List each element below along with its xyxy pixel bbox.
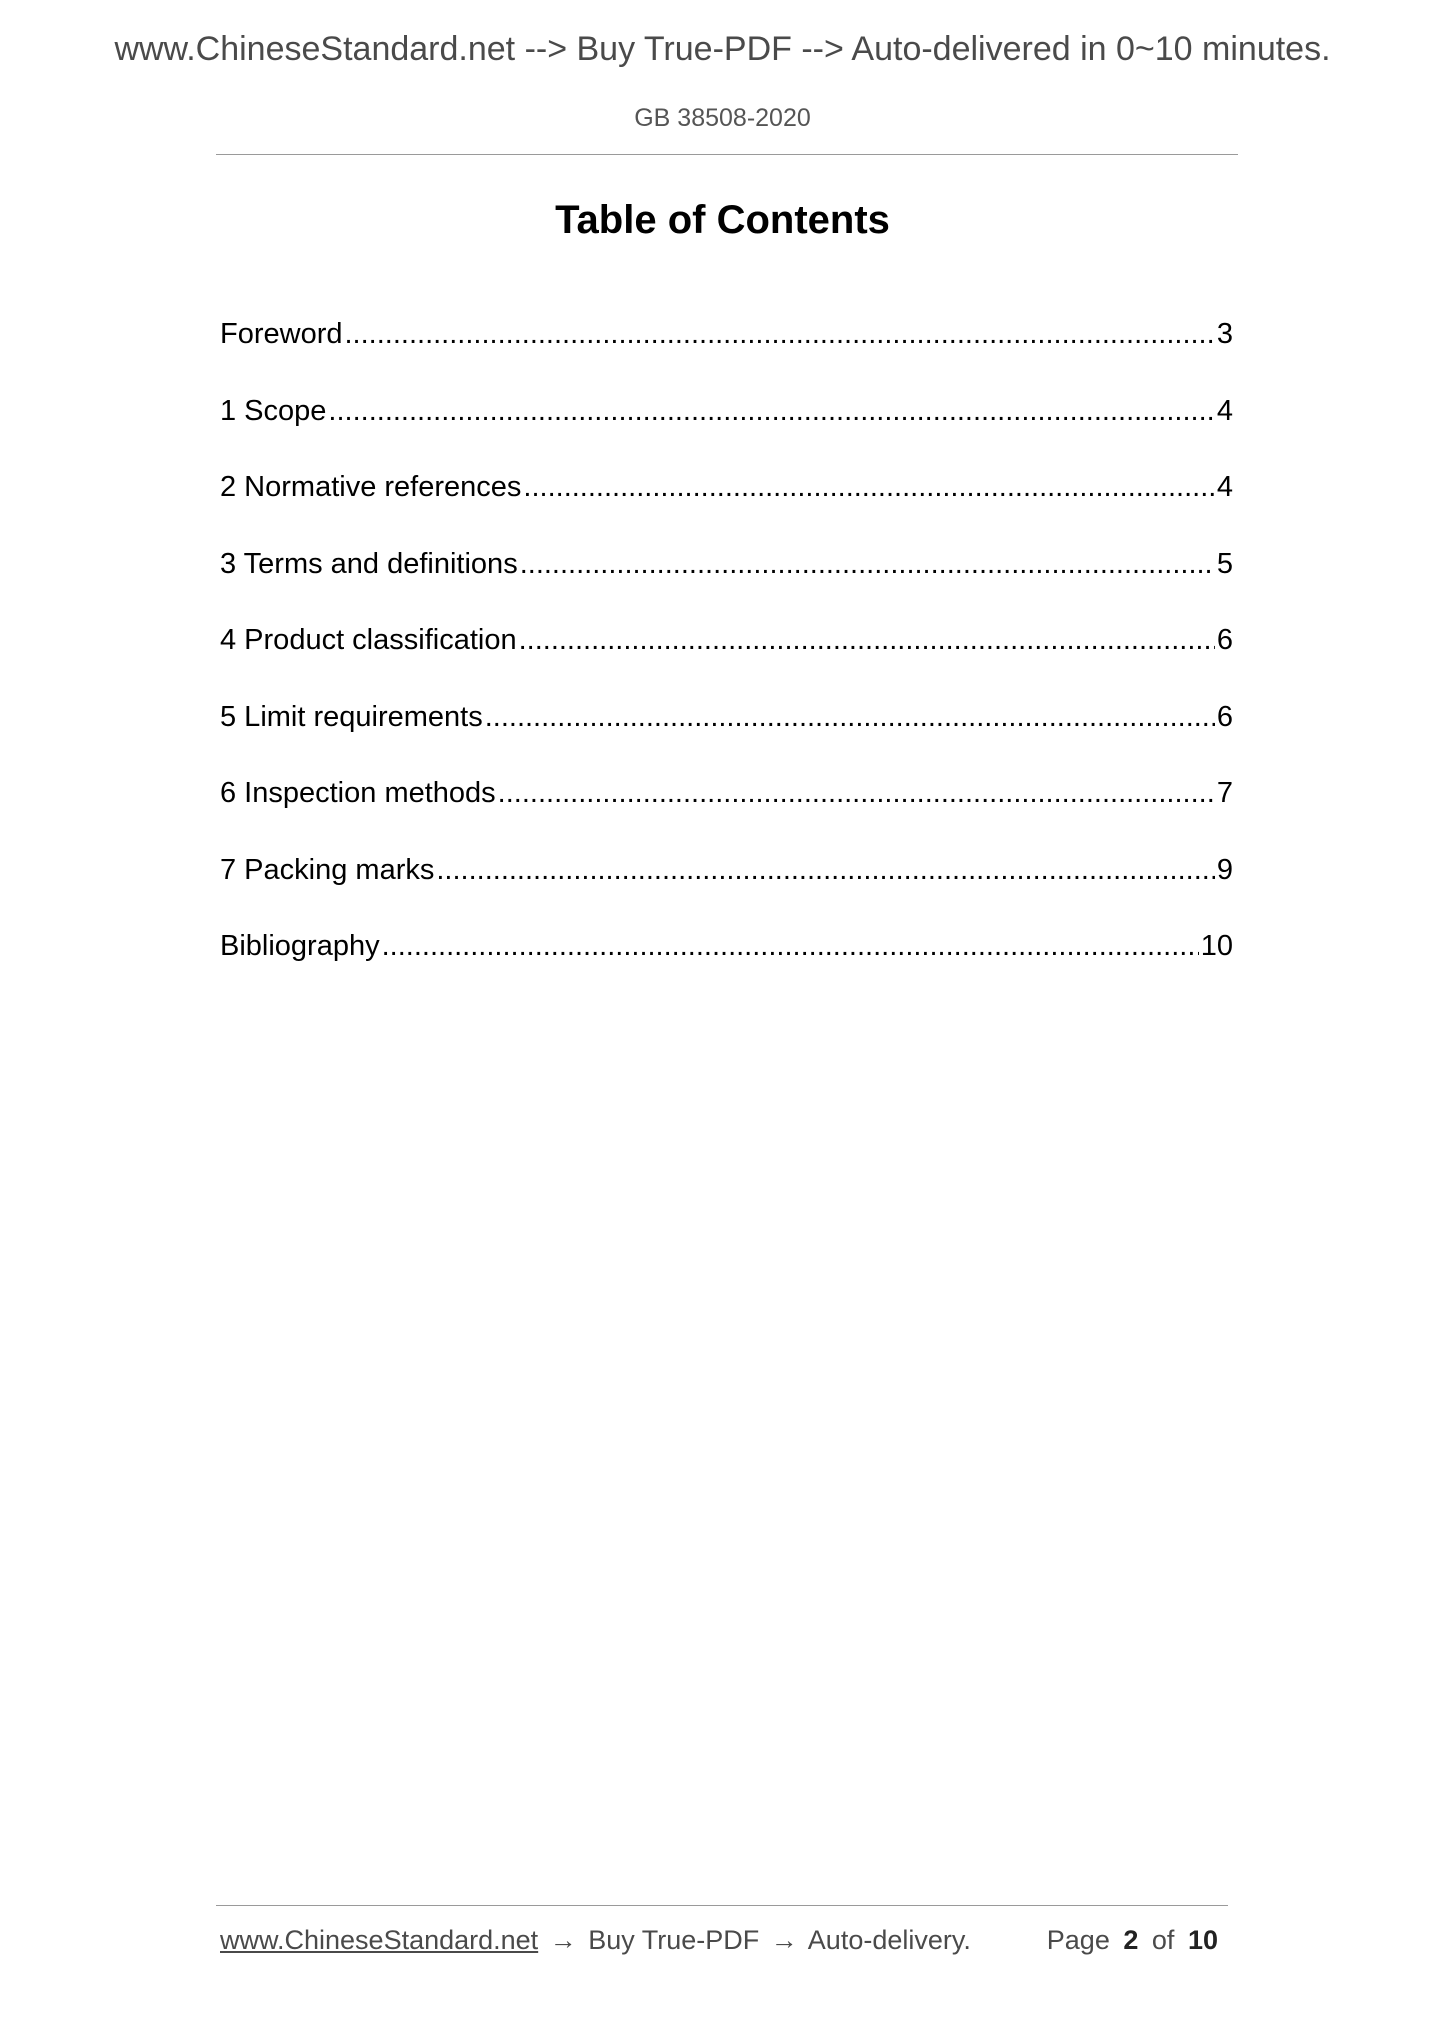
buy-true-pdf-text: Buy True-PDF <box>588 1925 760 1955</box>
table-of-contents <box>220 318 1233 1007</box>
page-title: Table of Contents <box>555 198 890 242</box>
dot-leader <box>519 624 1215 657</box>
dot-leader <box>520 548 1215 581</box>
toc-entry-page: 7 <box>1216 777 1233 809</box>
document-code: GB 38508-2020 <box>634 104 811 132</box>
dot-leader <box>498 777 1215 810</box>
toc-entry-page: 5 <box>1216 547 1233 580</box>
dot-leader <box>436 854 1215 887</box>
toc-entry-page: 4 <box>1216 471 1233 503</box>
toc-entry-page: 3 <box>1216 318 1233 350</box>
toc-entry-normative-references[interactable] <box>220 471 1233 548</box>
toc-entry-page: 10 <box>1200 930 1233 962</box>
toc-entry-page: 6 <box>1216 700 1233 733</box>
toc-entry-foreword[interactable] <box>220 318 1233 395</box>
toc-entry-label: Foreword <box>220 318 343 350</box>
header-banner: www.ChineseStandard.net --> Buy True-PDF --> Auto-delivered in 0~10 minutes. <box>114 30 1331 68</box>
toc-entry-label: 4 Product classification <box>220 624 517 656</box>
toc-entry-label: 5 Limit requirements <box>220 700 483 733</box>
dot-leader <box>523 471 1214 504</box>
auto-delivery-text: Auto-delivery. <box>807 1925 971 1955</box>
dot-leader <box>345 318 1215 351</box>
page-word: Page <box>1046 1925 1110 1955</box>
total-pages-number: 10 <box>1187 1925 1218 1955</box>
toc-entry-label: 3 Terms and definitions <box>220 547 518 580</box>
arrow-right-icon: → <box>770 1925 798 1955</box>
arrow-right-icon: → <box>549 1925 577 1955</box>
current-page-number: 2 <box>1123 1925 1139 1955</box>
toc-entry-packing-marks[interactable] <box>220 854 1233 931</box>
toc-entry-terms-and-definitions[interactable] <box>220 548 1233 625</box>
page-footer <box>220 1925 1230 1956</box>
header-divider <box>216 154 1238 155</box>
toc-entry-scope[interactable] <box>220 395 1233 472</box>
dot-leader <box>382 930 1199 963</box>
toc-entry-page: 4 <box>1216 394 1233 427</box>
toc-entry-page: 6 <box>1216 624 1233 656</box>
toc-entry-page: 9 <box>1216 853 1233 886</box>
toc-entry-limit-requirements[interactable] <box>220 701 1233 778</box>
toc-entry-label: 7 Packing marks <box>220 853 435 886</box>
toc-entry-label: Bibliography <box>220 930 380 962</box>
dot-leader <box>485 701 1215 734</box>
dot-leader <box>328 395 1214 428</box>
site-link[interactable]: www.ChineseStandard.net <box>220 1925 539 1955</box>
toc-entry-bibliography[interactable] <box>220 930 1233 1007</box>
toc-entry-inspection-methods[interactable] <box>220 777 1233 854</box>
toc-entry-label: 1 Scope <box>220 394 327 427</box>
toc-entry-label: 6 Inspection methods <box>220 777 496 809</box>
toc-entry-label: 2 Normative references <box>220 471 522 503</box>
of-word: of <box>1151 1925 1175 1955</box>
toc-entry-product-classification[interactable] <box>220 624 1233 701</box>
page-indicator <box>1047 1925 1224 1956</box>
footer-divider <box>216 1905 1228 1906</box>
